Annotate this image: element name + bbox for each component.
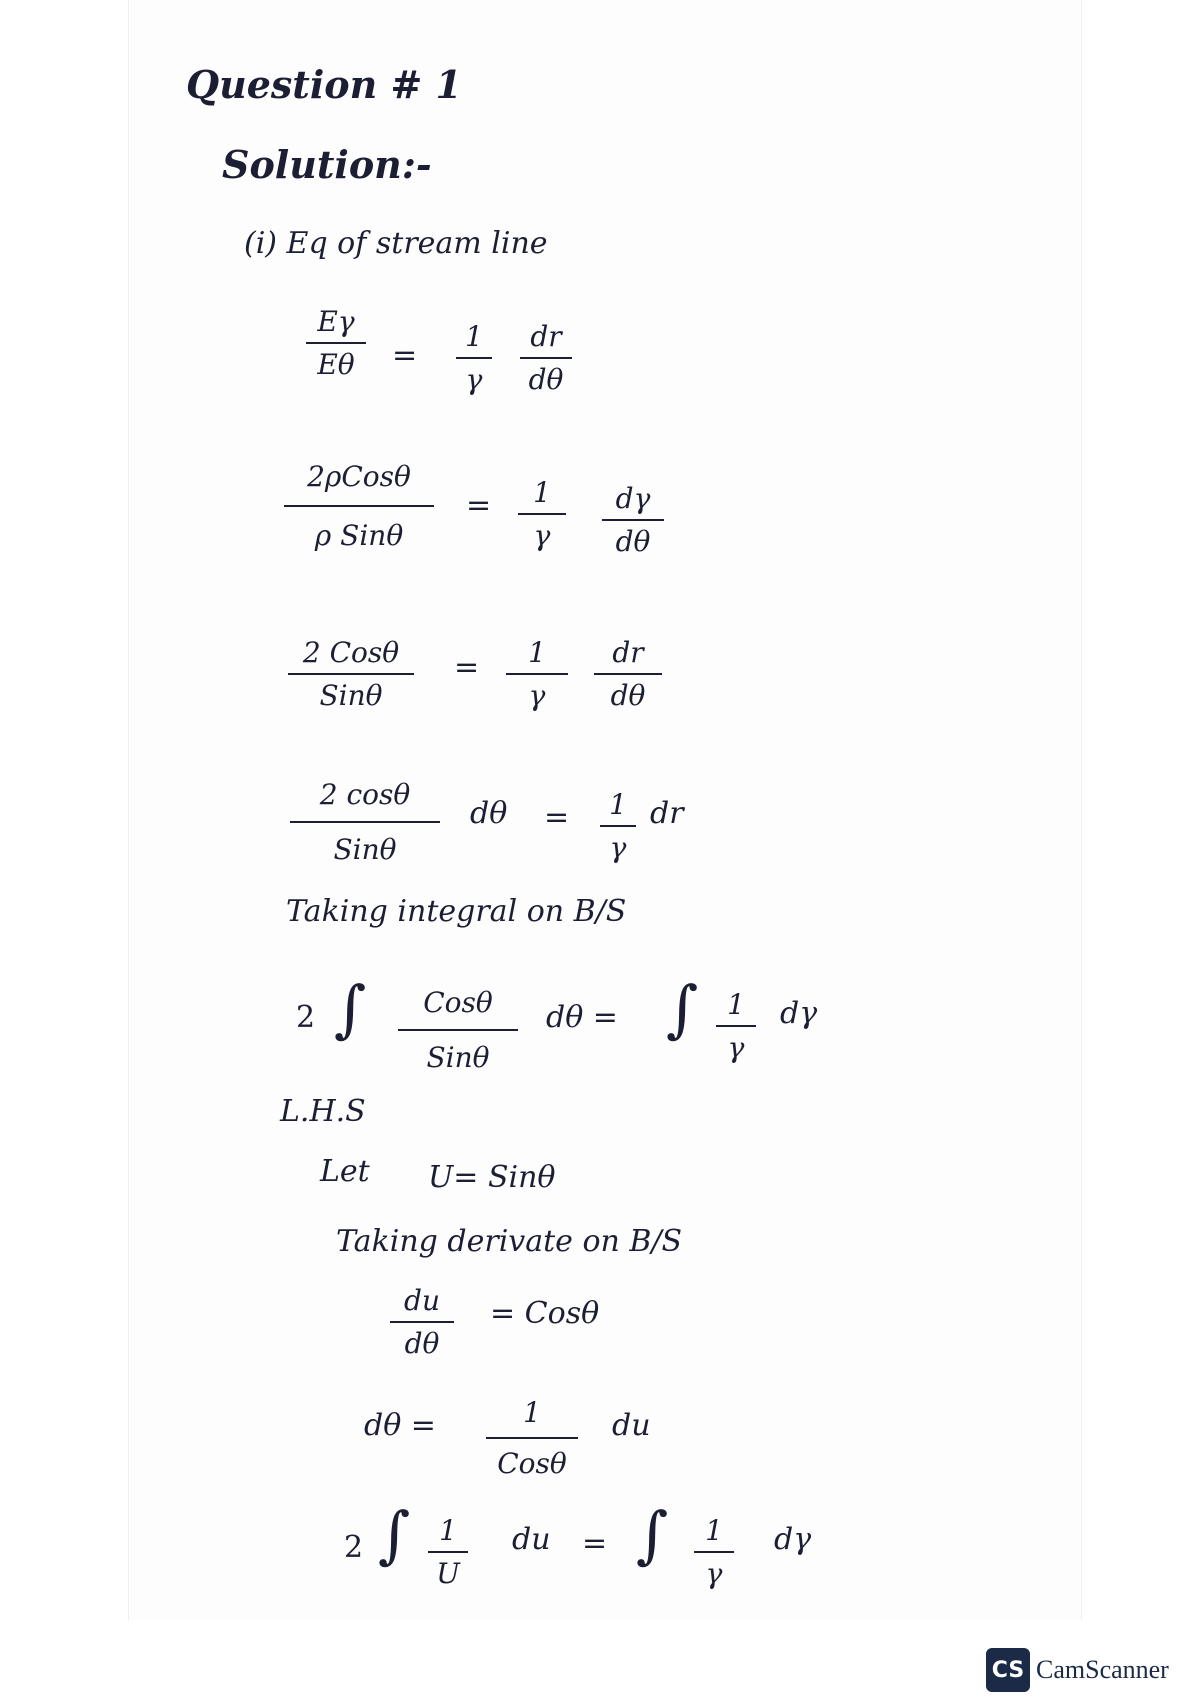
part-label: (i) Eq of stream line: [244, 226, 548, 261]
eq2-r2-fraction: [602, 482, 664, 558]
eq2-r2-num: dγ: [615, 482, 651, 515]
eq1-r1-den: γ: [465, 363, 483, 396]
eq3-r2-num: dr: [612, 636, 644, 669]
eq5-dtheta-eq: dθ =: [546, 1000, 618, 1035]
let-label: Let: [320, 1154, 370, 1189]
eq7-num: 1: [523, 1396, 541, 1429]
eq3-r1-num: 1: [528, 636, 546, 669]
eq5-integral-sign-2: ∫: [666, 972, 699, 1045]
eq6-fraction: [390, 1284, 454, 1360]
eq8-den: U: [436, 1557, 460, 1590]
eq3-r2-den: dθ: [610, 679, 646, 712]
camscanner-logo-icon: CS: [986, 1648, 1030, 1692]
let-expr: U= Sinθ: [428, 1160, 556, 1195]
eq3-r2-fraction: [594, 636, 662, 712]
eq6-num: du: [404, 1284, 440, 1317]
eq2-lhs-num: 2ρCosθ: [307, 460, 411, 493]
eq2-r2-den: dθ: [615, 525, 651, 558]
eq5-num: Cosθ: [423, 986, 493, 1019]
camscanner-brand: CamScanner: [1036, 1655, 1169, 1684]
eq2-r1-fraction: [518, 476, 566, 552]
eq2-lhs-fraction: [284, 460, 434, 552]
eq4-dtheta: dθ: [470, 796, 508, 831]
eq8-du: du: [512, 1522, 551, 1557]
eq4-dr: dr: [650, 796, 684, 831]
eq8-r-fraction: [694, 1514, 734, 1590]
eq8-dr: dγ: [774, 1522, 812, 1557]
eq1-r2-den: dθ: [528, 363, 564, 396]
eq5-lhs-fraction: [398, 986, 518, 1074]
eq6-rhs: = Cosθ: [490, 1296, 600, 1331]
eq1-r1-num: 1: [465, 320, 483, 353]
eq8-equals: =: [582, 1526, 608, 1561]
question-heading: Question # 1: [186, 62, 463, 107]
eq5-r-den: γ: [727, 1031, 745, 1064]
eq3-lhs-den: Sinθ: [319, 679, 383, 712]
eq3-equals: =: [454, 650, 480, 685]
eq1-r2-fraction: [520, 320, 572, 396]
eq5-coef: 2: [296, 1000, 316, 1035]
step-derivative-text: Taking derivate on B/S: [336, 1224, 683, 1259]
eq4-equals: =: [544, 800, 570, 835]
eq2-r1-num: 1: [533, 476, 551, 509]
eq8-coef: 2: [344, 1530, 364, 1565]
eq8-r-num: 1: [705, 1514, 723, 1547]
eq1-lhs-fraction: [306, 305, 366, 381]
eq8-num: 1: [439, 1514, 457, 1547]
eq1-lhs-num: Eγ: [317, 305, 355, 338]
eq4-lhs-num: 2 cosθ: [319, 778, 411, 811]
eq1-lhs-den: Eθ: [317, 348, 355, 381]
eq7-den: Cosθ: [497, 1447, 567, 1480]
eq5-integral-sign: ∫: [334, 972, 367, 1045]
eq8-integral-sign: ∫: [378, 1498, 411, 1571]
eq7-fraction: [486, 1396, 578, 1480]
eq1-equals: =: [392, 338, 418, 373]
eq8-fraction: [428, 1514, 468, 1590]
eq4-lhs-fraction: [290, 778, 440, 866]
eq5-dr: dγ: [780, 996, 818, 1031]
eq3-lhs-fraction: [288, 636, 414, 712]
eq2-r1-den: γ: [533, 519, 551, 552]
eq5-r-num: 1: [727, 988, 745, 1021]
eq8-integral-sign-2: ∫: [636, 1498, 669, 1571]
solution-heading: Solution:-: [222, 142, 432, 187]
lhs-label: L.H.S: [280, 1094, 366, 1129]
eq3-r1-fraction: [506, 636, 568, 712]
eq1-r1-fraction: [456, 320, 492, 396]
eq2-lhs-den: ρ Sinθ: [314, 519, 404, 552]
eq5-den: Sinθ: [426, 1041, 490, 1074]
eq6-den: dθ: [404, 1327, 440, 1360]
eq1-r2-num: dr: [530, 320, 562, 353]
eq4-lhs-den: Sinθ: [333, 833, 397, 866]
eq4-r-den: γ: [609, 831, 627, 864]
eq3-r1-den: γ: [528, 679, 546, 712]
eq4-r-num: 1: [609, 788, 627, 821]
eq5-r-fraction: [716, 988, 756, 1064]
eq2-equals: =: [466, 488, 492, 523]
step-integral-text: Taking integral on B/S: [286, 894, 627, 929]
eq8-r-den: γ: [705, 1557, 723, 1590]
eq4-r-fraction: [600, 788, 636, 864]
eq3-lhs-num: 2 Cosθ: [302, 636, 400, 669]
camscanner-watermark: [986, 1648, 1169, 1692]
eq7-du: du: [612, 1408, 651, 1443]
eq7-lhs: dθ =: [364, 1408, 436, 1443]
